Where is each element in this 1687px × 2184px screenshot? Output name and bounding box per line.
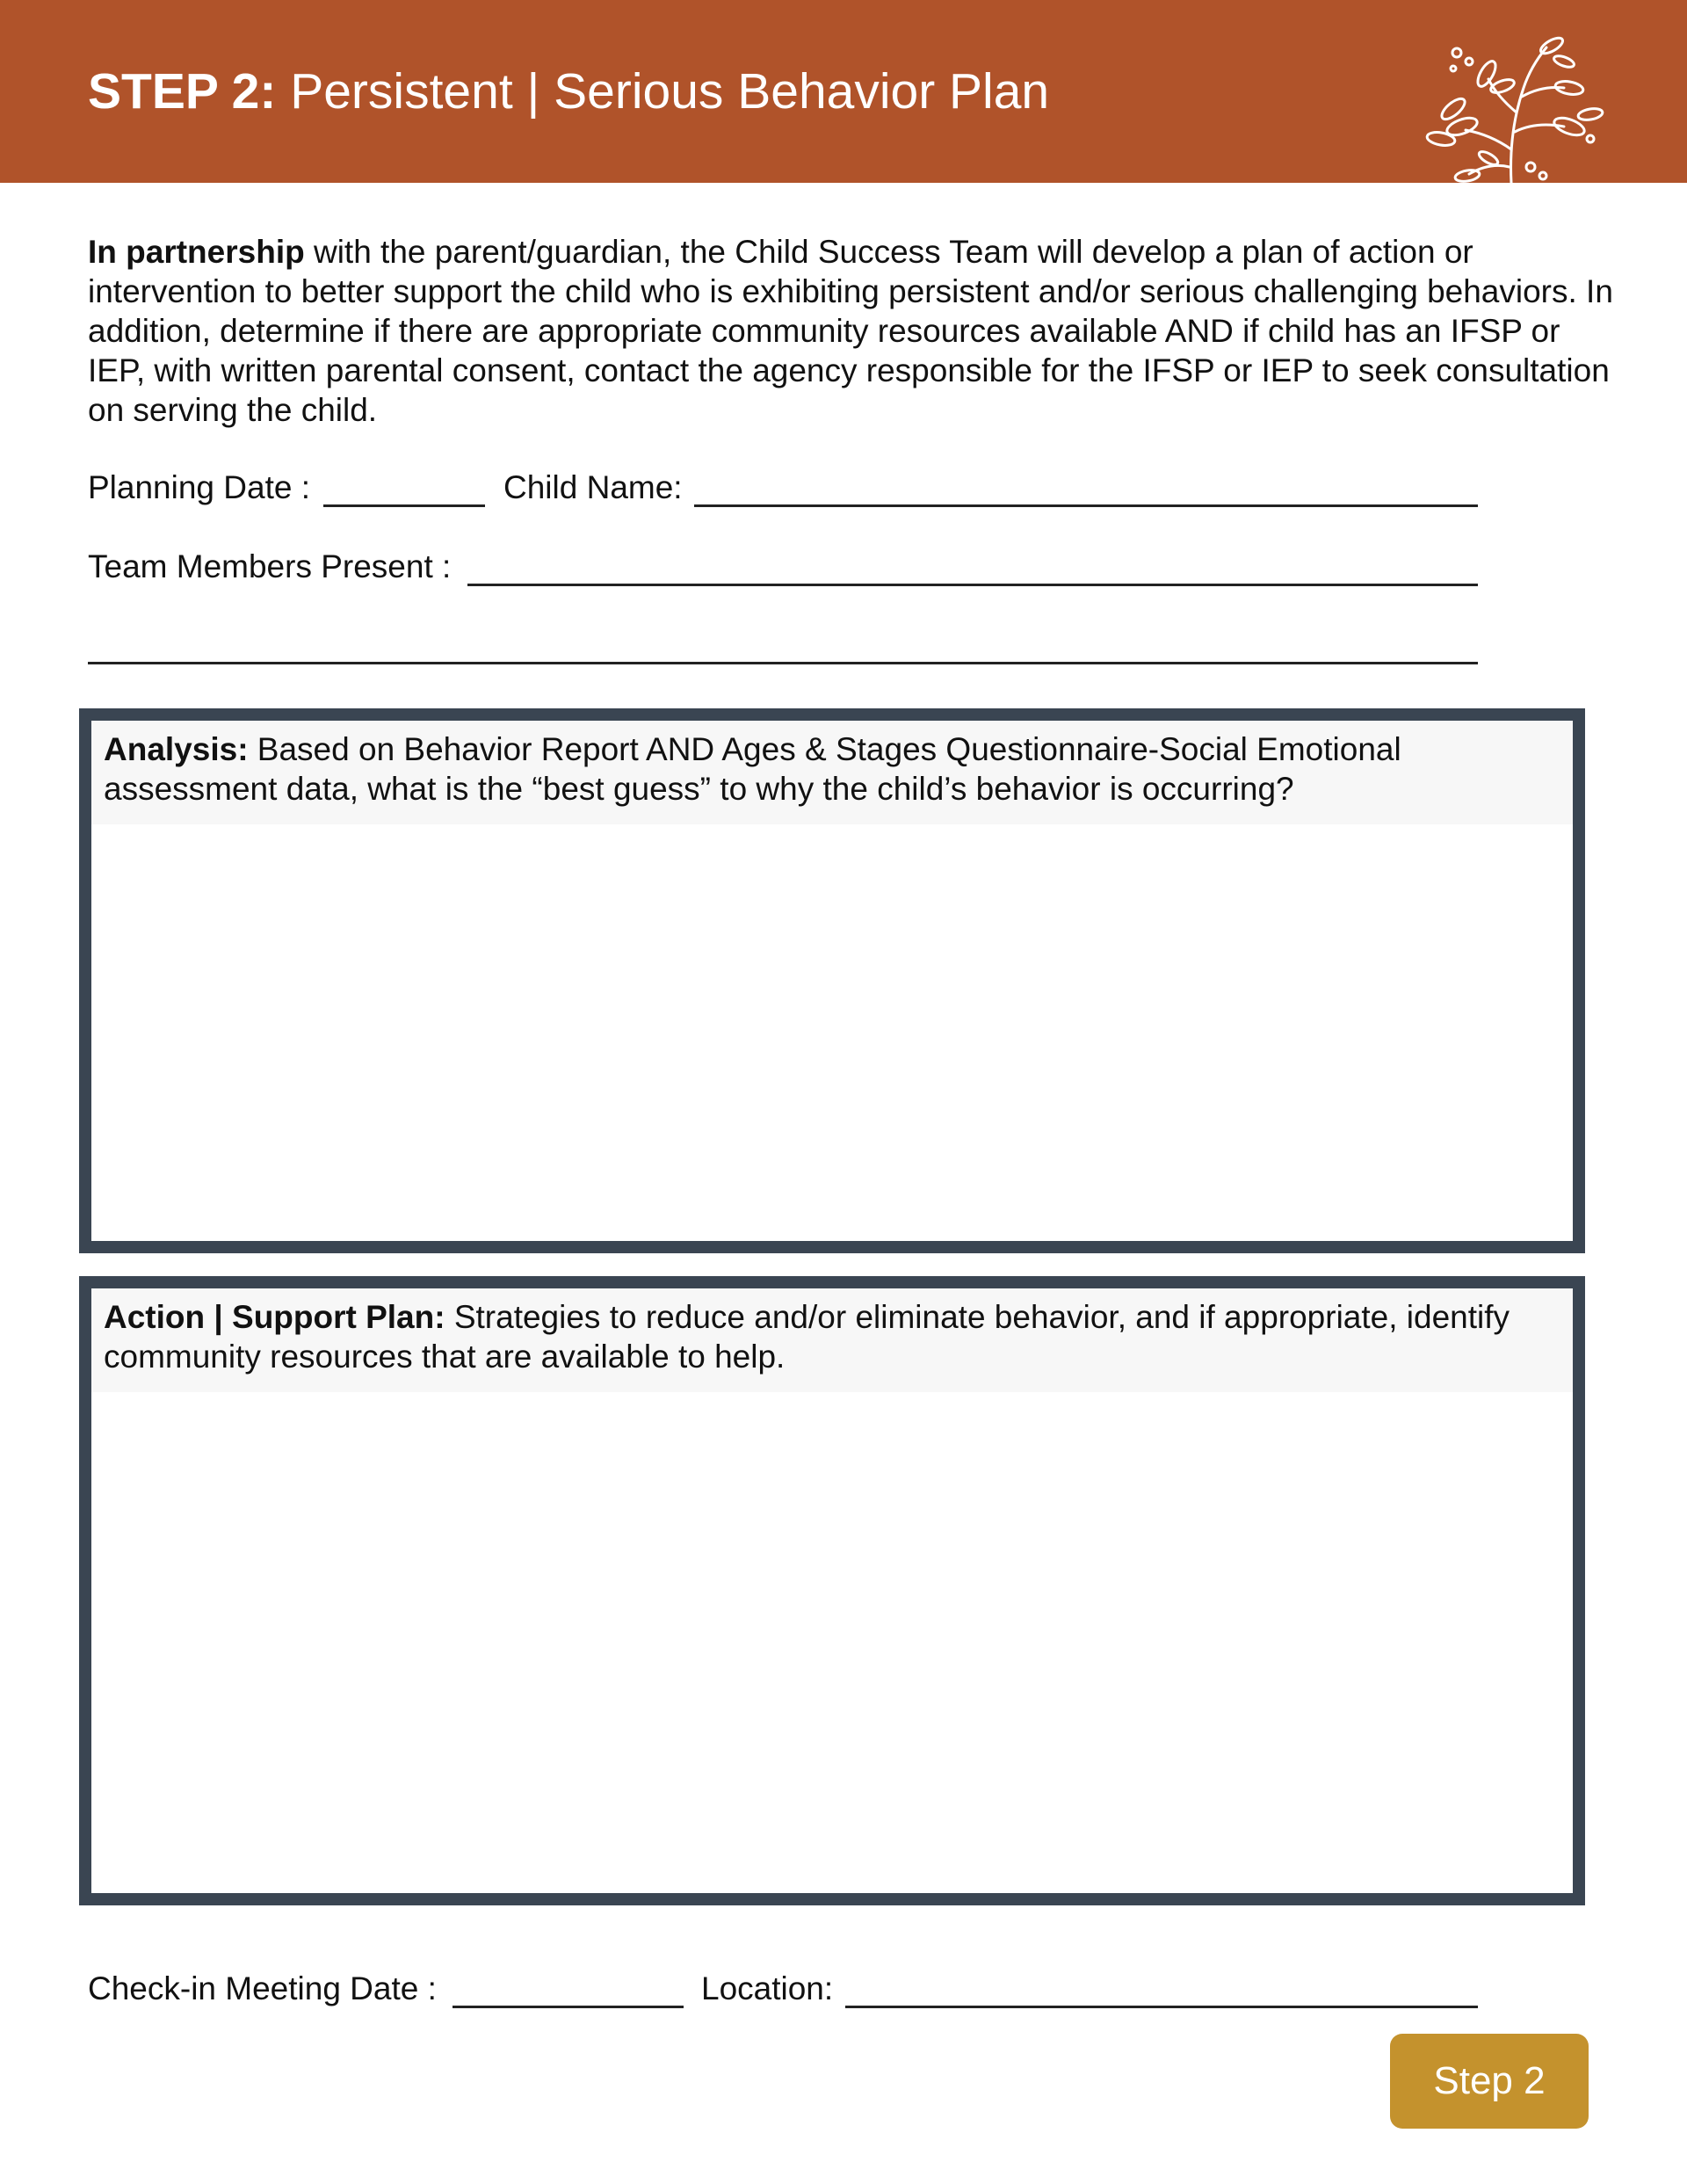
floral-branch-icon bbox=[1415, 35, 1608, 183]
location-label: Location: bbox=[701, 1970, 834, 2006]
page-header bbox=[0, 0, 1687, 183]
analysis-heading: Analysis: bbox=[104, 731, 249, 767]
analysis-prompt bbox=[91, 721, 1573, 824]
checkin-date-field[interactable] bbox=[453, 2006, 684, 2008]
child-name-field[interactable] bbox=[694, 504, 1478, 507]
intro-paragraph bbox=[88, 232, 1617, 430]
action-plan-text: Strategies to reduce and/or eliminate behavior, and if appropriate, identify community resources that are available to help. bbox=[104, 1299, 1510, 1375]
team-members-field-line-2[interactable] bbox=[88, 662, 1478, 664]
planning-date-label: Planning Date : bbox=[88, 469, 311, 505]
analysis-box[interactable] bbox=[79, 708, 1585, 1253]
action-plan-heading: Action | Support Plan: bbox=[104, 1299, 445, 1335]
analysis-text: Based on Behavior Report AND Ages & Stages Questionnaire-Social Emotional assessment data, what is the “best guess” to why the child’s behavior is occurring? bbox=[104, 731, 1401, 807]
step-badge: Step 2 bbox=[1390, 2034, 1589, 2129]
intro-lead: In partnership bbox=[88, 234, 305, 270]
title-step: STEP 2: bbox=[88, 63, 277, 120]
action-plan-box[interactable] bbox=[79, 1276, 1585, 1905]
intro-text: with the parent/guardian, the Child Success Team will develop a plan of action or intervention to better support the child who is exhibiting persistent and/or serious challenging behaviors. In addition, determine if there are appropriate community resources available AND if child has an IFSP or IEP, with written parental consent, contact the agency responsible for the IFSP or IEP to seek consultation on serving the child. bbox=[88, 234, 1613, 428]
checkin-date-label: Check-in Meeting Date : bbox=[88, 1970, 437, 2006]
team-members-label: Team Members Present : bbox=[88, 548, 452, 584]
page-title bbox=[88, 63, 1049, 120]
child-name-label: Child Name: bbox=[503, 469, 683, 505]
team-members-field[interactable] bbox=[467, 584, 1478, 586]
location-field[interactable] bbox=[845, 2006, 1478, 2008]
planning-date-field[interactable] bbox=[323, 504, 485, 507]
title-text: Persistent | Serious Behavior Plan bbox=[276, 63, 1050, 120]
action-plan-prompt bbox=[91, 1288, 1573, 1392]
